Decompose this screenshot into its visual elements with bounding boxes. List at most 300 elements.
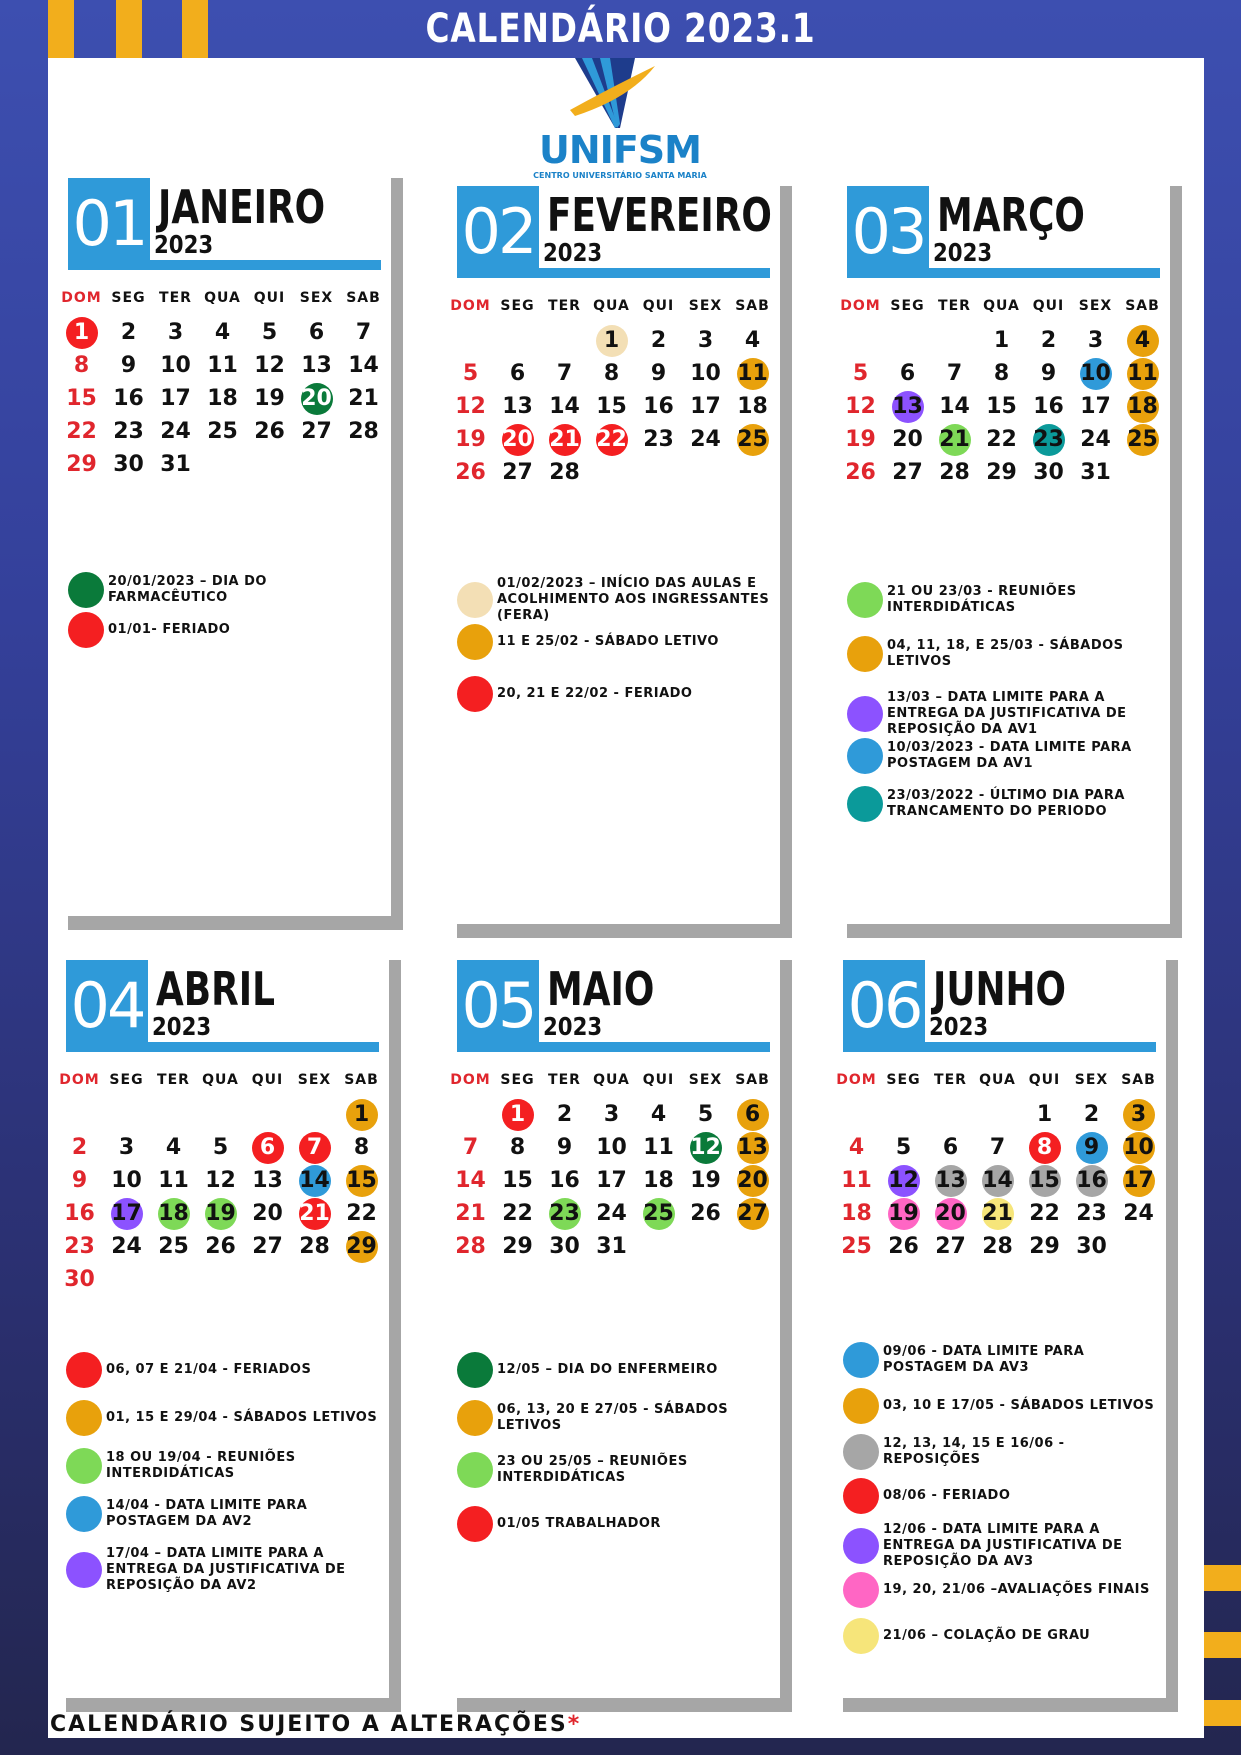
day-cell[interactable] <box>199 382 246 415</box>
day-cell[interactable] <box>927 1164 974 1197</box>
day-cell[interactable] <box>244 1131 291 1164</box>
weekday-label: SEG <box>886 1072 921 1088</box>
weekday-label: QUA <box>202 1072 239 1088</box>
day-cell[interactable] <box>152 382 199 415</box>
day-cell[interactable] <box>447 1131 494 1164</box>
day-cell[interactable] <box>880 1230 927 1263</box>
day-cell[interactable] <box>541 1164 588 1197</box>
day-cell[interactable] <box>197 1197 244 1230</box>
day-cell[interactable] <box>978 390 1025 423</box>
day-cell[interactable] <box>197 1230 244 1263</box>
day-cell[interactable] <box>1025 357 1072 390</box>
day-cell[interactable] <box>291 1164 338 1197</box>
month-may <box>450 960 792 1712</box>
weekday-label: QUI <box>642 298 675 314</box>
day-cell[interactable] <box>880 1131 927 1164</box>
day-cell[interactable] <box>974 1131 1021 1164</box>
day-cell[interactable] <box>150 1164 197 1197</box>
days-grid <box>56 1098 386 1296</box>
day-cell[interactable] <box>974 1197 1021 1230</box>
legend-item <box>847 690 1167 738</box>
shadow-bottom <box>66 1698 401 1712</box>
day-number: 10 <box>1123 1135 1154 1160</box>
day-cell[interactable] <box>494 456 541 489</box>
day-number: 5 <box>895 1135 912 1160</box>
day-cell[interactable] <box>974 1230 1021 1263</box>
logo-emblem-icon <box>520 58 720 133</box>
day-cell[interactable] <box>541 357 588 390</box>
day-cell[interactable] <box>1115 1098 1162 1131</box>
day-cell[interactable] <box>837 357 884 390</box>
legend-item <box>843 1388 1163 1424</box>
day-cell[interactable] <box>150 1197 197 1230</box>
day-cell[interactable] <box>884 456 931 489</box>
day-cell[interactable] <box>293 349 340 382</box>
day-number: 17 <box>1080 394 1111 419</box>
day-cell[interactable] <box>246 316 293 349</box>
day-cell[interactable] <box>729 423 776 456</box>
legend-item <box>843 1434 1163 1470</box>
day-cell[interactable] <box>1025 423 1072 456</box>
day-cell[interactable] <box>1025 456 1072 489</box>
weekday-label: QUA <box>593 1072 630 1088</box>
day-cell[interactable] <box>635 1131 682 1164</box>
day-cell[interactable] <box>56 1197 103 1230</box>
day-cell[interactable] <box>1119 423 1166 456</box>
day-cell[interactable] <box>1119 357 1166 390</box>
day-cell[interactable] <box>58 316 105 349</box>
day-cell[interactable] <box>1115 1131 1162 1164</box>
day-cell[interactable] <box>293 415 340 448</box>
day-cell[interactable] <box>729 1131 776 1164</box>
day-cell[interactable] <box>340 382 387 415</box>
day-cell[interactable] <box>635 1197 682 1230</box>
day-cell[interactable] <box>338 1131 385 1164</box>
day-cell[interactable] <box>1021 1230 1068 1263</box>
legend-text: 12, 13, 14, 15 E 16/06 - REPOSIÇÕES <box>883 1436 1065 1467</box>
day-cell[interactable] <box>682 1164 729 1197</box>
day-number: 6 <box>899 361 916 386</box>
weekday-label: SEX <box>1078 298 1113 314</box>
day-cell[interactable] <box>494 1197 541 1230</box>
header-underline <box>150 260 381 270</box>
day-cell[interactable] <box>978 423 1025 456</box>
day-cell[interactable] <box>729 324 776 357</box>
day-cell[interactable] <box>338 1230 385 1263</box>
day-cell[interactable] <box>244 1230 291 1263</box>
day-number: 11 <box>841 1168 872 1193</box>
day-number: 8 <box>73 353 90 378</box>
side-stripe-3 <box>1203 1700 1241 1726</box>
day-cell[interactable] <box>340 316 387 349</box>
day-cell[interactable] <box>1072 324 1119 357</box>
day-number: 28 <box>549 460 580 485</box>
day-cell[interactable] <box>494 390 541 423</box>
day-number: 4 <box>848 1135 865 1160</box>
day-cell[interactable] <box>635 324 682 357</box>
day-cell[interactable] <box>197 1131 244 1164</box>
shadow-bottom <box>843 1698 1178 1712</box>
day-cell[interactable] <box>447 456 494 489</box>
day-cell[interactable] <box>729 1197 776 1230</box>
day-cell[interactable] <box>447 1230 494 1263</box>
shadow-right <box>1166 960 1178 1712</box>
day-cell[interactable] <box>1072 390 1119 423</box>
day-cell[interactable] <box>1068 1164 1115 1197</box>
day-cell[interactable] <box>541 1197 588 1230</box>
day-cell[interactable] <box>588 1131 635 1164</box>
day-cell[interactable] <box>293 316 340 349</box>
day-cell[interactable] <box>246 415 293 448</box>
day-cell[interactable] <box>150 1131 197 1164</box>
legend-text: 03, 10 E 17/05 - SÁBADOS LETIVOS <box>883 1398 1155 1413</box>
disclaimer-star: * <box>567 1712 582 1737</box>
day-number: 16 <box>1033 394 1064 419</box>
day-number: 27 <box>502 460 533 485</box>
day-empty <box>974 1098 1021 1131</box>
month-name: MAIO <box>547 962 655 1016</box>
day-number: 15 <box>1029 1168 1060 1193</box>
day-cell[interactable] <box>152 448 199 481</box>
day-cell[interactable] <box>833 1131 880 1164</box>
day-cell[interactable] <box>927 1131 974 1164</box>
day-cell[interactable] <box>729 357 776 390</box>
day-cell[interactable] <box>588 357 635 390</box>
day-cell[interactable] <box>541 1131 588 1164</box>
weekday-label: SEG <box>500 1072 535 1088</box>
legend-item <box>457 676 777 712</box>
month-march <box>840 186 1182 938</box>
day-number: 18 <box>1127 394 1158 419</box>
day-number: 27 <box>737 1201 768 1226</box>
day-cell[interactable] <box>1021 1164 1068 1197</box>
day-number: 12 <box>888 1168 919 1193</box>
day-cell[interactable] <box>1072 357 1119 390</box>
day-number: 7 <box>462 1135 479 1160</box>
weekday-row <box>447 298 777 314</box>
month-header <box>68 178 381 272</box>
day-cell[interactable] <box>635 1098 682 1131</box>
day-cell[interactable] <box>1119 324 1166 357</box>
month-header <box>847 186 1160 280</box>
day-number: 14 <box>939 394 970 419</box>
day-cell[interactable] <box>880 1197 927 1230</box>
legend-text: 01/05 TRABALHADOR <box>497 1516 661 1531</box>
day-cell[interactable] <box>103 1197 150 1230</box>
day-cell[interactable] <box>931 357 978 390</box>
month-name: JANEIRO <box>158 180 326 234</box>
weekday-row <box>447 1072 777 1088</box>
day-number: 5 <box>261 320 278 345</box>
day-number: 28 <box>982 1234 1013 1259</box>
day-cell[interactable] <box>682 1131 729 1164</box>
day-cell[interactable] <box>884 357 931 390</box>
day-cell[interactable] <box>541 390 588 423</box>
day-cell[interactable] <box>244 1197 291 1230</box>
day-empty <box>931 324 978 357</box>
day-cell[interactable] <box>978 324 1025 357</box>
day-cell[interactable] <box>682 390 729 423</box>
day-cell[interactable] <box>635 1164 682 1197</box>
day-number: 19 <box>690 1168 721 1193</box>
day-cell[interactable] <box>978 456 1025 489</box>
day-cell[interactable] <box>105 349 152 382</box>
day-cell[interactable] <box>246 349 293 382</box>
weekday-label: QUI <box>253 290 286 306</box>
day-number: 31 <box>160 452 191 477</box>
day-cell[interactable] <box>58 448 105 481</box>
weekday-label: SEX <box>688 1072 723 1088</box>
day-cell[interactable] <box>1021 1197 1068 1230</box>
day-number: 10 <box>690 361 721 386</box>
day-cell[interactable] <box>1025 324 1072 357</box>
day-cell[interactable] <box>105 415 152 448</box>
day-cell[interactable] <box>199 349 246 382</box>
day-number: 10 <box>111 1168 142 1193</box>
day-number: 31 <box>1080 460 1111 485</box>
legend-item <box>843 1478 1163 1514</box>
day-cell[interactable] <box>978 357 1025 390</box>
day-cell[interactable] <box>152 415 199 448</box>
weekday-label: SEG <box>109 1072 144 1088</box>
day-cell[interactable] <box>837 390 884 423</box>
day-cell[interactable] <box>340 349 387 382</box>
day-number: 11 <box>1127 361 1158 386</box>
day-cell[interactable] <box>541 456 588 489</box>
day-cell[interactable] <box>884 390 931 423</box>
day-cell[interactable] <box>588 1098 635 1131</box>
day-number: 7 <box>556 361 573 386</box>
day-cell[interactable] <box>150 1230 197 1263</box>
day-number: 19 <box>254 386 285 411</box>
day-number: 20 <box>301 386 332 411</box>
day-cell[interactable] <box>833 1230 880 1263</box>
day-number: 3 <box>1130 1102 1147 1127</box>
day-cell[interactable] <box>1072 423 1119 456</box>
day-cell[interactable] <box>199 415 246 448</box>
day-cell[interactable] <box>682 324 729 357</box>
day-cell[interactable] <box>494 357 541 390</box>
day-cell[interactable] <box>588 423 635 456</box>
day-cell[interactable] <box>880 1164 927 1197</box>
day-number: 15 <box>596 394 627 419</box>
day-cell[interactable] <box>635 357 682 390</box>
day-cell[interactable] <box>293 382 340 415</box>
day-cell[interactable] <box>1025 390 1072 423</box>
day-number: 5 <box>697 1102 714 1127</box>
legend-dot-icon <box>66 1448 102 1484</box>
day-cell[interactable] <box>338 1098 385 1131</box>
day-cell[interactable] <box>588 324 635 357</box>
day-cell[interactable] <box>152 349 199 382</box>
day-cell[interactable] <box>1021 1098 1068 1131</box>
day-cell[interactable] <box>1021 1131 1068 1164</box>
day-cell[interactable] <box>447 423 494 456</box>
day-cell[interactable] <box>682 357 729 390</box>
day-cell[interactable] <box>494 1098 541 1131</box>
day-cell[interactable] <box>58 382 105 415</box>
legend-item <box>66 1352 386 1388</box>
day-cell[interactable] <box>974 1164 1021 1197</box>
day-number: 2 <box>120 320 137 345</box>
day-number: 1 <box>1036 1102 1053 1127</box>
day-cell[interactable] <box>291 1197 338 1230</box>
shadow-bottom <box>847 924 1182 938</box>
day-number: 8 <box>1036 1135 1053 1160</box>
day-cell[interactable] <box>56 1230 103 1263</box>
day-cell[interactable] <box>588 1197 635 1230</box>
day-cell[interactable] <box>729 390 776 423</box>
day-number: 14 <box>549 394 580 419</box>
day-number: 3 <box>1087 328 1104 353</box>
month-name: JUNHO <box>933 962 1067 1016</box>
legend-dot-icon <box>843 1478 879 1514</box>
day-cell[interactable] <box>927 1197 974 1230</box>
day-cell[interactable] <box>494 423 541 456</box>
day-cell[interactable] <box>105 448 152 481</box>
day-cell[interactable] <box>103 1230 150 1263</box>
day-cell[interactable] <box>447 357 494 390</box>
day-cell[interactable] <box>635 390 682 423</box>
day-cell[interactable] <box>494 1131 541 1164</box>
day-number: 10 <box>596 1135 627 1160</box>
day-cell[interactable] <box>56 1263 103 1296</box>
day-cell[interactable] <box>447 1164 494 1197</box>
day-cell[interactable] <box>103 1131 150 1164</box>
days-grid <box>837 324 1167 489</box>
day-cell[interactable] <box>1068 1098 1115 1131</box>
day-cell[interactable] <box>927 1230 974 1263</box>
legend-item <box>457 1400 777 1436</box>
legend-item <box>843 1572 1163 1608</box>
day-cell[interactable] <box>494 1230 541 1263</box>
day-cell[interactable] <box>729 1164 776 1197</box>
legend-text: 10/03/2023 - DATA LIMITE PARA POSTAGEM DA AV1 <box>887 740 1132 771</box>
day-number: 27 <box>892 460 923 485</box>
day-cell[interactable] <box>588 1164 635 1197</box>
day-cell[interactable] <box>635 423 682 456</box>
day-empty <box>103 1098 150 1131</box>
day-cell[interactable] <box>246 382 293 415</box>
day-cell[interactable] <box>1115 1164 1162 1197</box>
day-empty <box>884 324 931 357</box>
day-cell[interactable] <box>1072 456 1119 489</box>
weekday-label: SEG <box>500 298 535 314</box>
legend-dot-icon <box>843 1528 879 1564</box>
day-cell[interactable] <box>837 423 884 456</box>
days-grid <box>447 1098 777 1263</box>
weekday-label: SEG <box>111 290 146 306</box>
day-cell[interactable] <box>197 1164 244 1197</box>
day-cell[interactable] <box>541 1098 588 1131</box>
day-cell[interactable] <box>833 1164 880 1197</box>
day-number: 24 <box>1080 427 1111 452</box>
month-february <box>450 186 792 938</box>
day-number: 12 <box>690 1135 721 1160</box>
legend-dot-icon <box>66 1352 102 1388</box>
day-cell[interactable] <box>931 423 978 456</box>
day-cell[interactable] <box>541 1230 588 1263</box>
day-cell[interactable] <box>291 1230 338 1263</box>
day-number: 26 <box>888 1234 919 1259</box>
day-cell[interactable] <box>729 1098 776 1131</box>
day-cell[interactable] <box>1119 390 1166 423</box>
day-cell[interactable] <box>56 1164 103 1197</box>
day-cell[interactable] <box>541 423 588 456</box>
day-cell[interactable] <box>56 1131 103 1164</box>
legend-dot-icon <box>847 786 883 822</box>
weekday-label: QUA <box>593 298 630 314</box>
day-cell[interactable] <box>494 1164 541 1197</box>
day-number: 4 <box>650 1102 667 1127</box>
day-cell[interactable] <box>338 1164 385 1197</box>
day-cell[interactable] <box>1115 1197 1162 1230</box>
day-cell[interactable] <box>833 1197 880 1230</box>
day-cell[interactable] <box>152 316 199 349</box>
day-cell[interactable] <box>199 316 246 349</box>
weekday-label: DOM <box>450 298 491 314</box>
day-cell[interactable] <box>291 1131 338 1164</box>
day-cell[interactable] <box>837 456 884 489</box>
day-cell[interactable] <box>447 390 494 423</box>
month-number: 03 <box>847 186 929 278</box>
day-cell[interactable] <box>931 390 978 423</box>
day-number: 11 <box>643 1135 674 1160</box>
weekday-label: DOM <box>59 1072 100 1088</box>
legend-text: 01/01- FERIADO <box>108 622 231 637</box>
day-cell[interactable] <box>447 1197 494 1230</box>
day-cell[interactable] <box>105 382 152 415</box>
day-number: 30 <box>549 1234 580 1259</box>
legend-item <box>457 1352 777 1388</box>
legend-text: 18 OU 19/04 - REUNIÕES INTERDIDÁTICAS <box>106 1450 296 1481</box>
day-number: 28 <box>939 460 970 485</box>
legend-item <box>457 1506 777 1542</box>
day-number: 6 <box>509 361 526 386</box>
day-cell[interactable] <box>1068 1230 1115 1263</box>
weekday-label: QUA <box>979 1072 1016 1088</box>
day-cell[interactable] <box>884 423 931 456</box>
day-number: 1 <box>73 320 90 345</box>
legend-text: 13/03 – DATA LIMITE PARA A ENTREGA DA JUSTIFICATIVA DE REPOSIÇÃO DA AV1 <box>887 690 1127 737</box>
day-number: 30 <box>1033 460 1064 485</box>
day-cell[interactable] <box>588 390 635 423</box>
day-number: 22 <box>596 427 627 452</box>
day-cell[interactable] <box>340 415 387 448</box>
day-cell[interactable] <box>682 423 729 456</box>
day-cell[interactable] <box>1068 1131 1115 1164</box>
day-cell[interactable] <box>682 1098 729 1131</box>
day-number: 23 <box>1033 427 1064 452</box>
day-cell[interactable] <box>682 1197 729 1230</box>
day-number: 2 <box>1083 1102 1100 1127</box>
day-number: 22 <box>986 427 1017 452</box>
day-cell[interactable] <box>58 415 105 448</box>
day-cell[interactable] <box>244 1164 291 1197</box>
days-grid <box>58 316 388 481</box>
day-cell[interactable] <box>103 1164 150 1197</box>
day-cell[interactable] <box>931 456 978 489</box>
day-cell[interactable] <box>105 316 152 349</box>
day-cell[interactable] <box>58 349 105 382</box>
day-empty <box>833 1098 880 1131</box>
day-cell[interactable] <box>338 1197 385 1230</box>
day-number: 21 <box>982 1201 1013 1226</box>
day-cell[interactable] <box>588 1230 635 1263</box>
shadow-bottom <box>68 916 403 930</box>
day-cell[interactable] <box>1068 1197 1115 1230</box>
weekday-label: SAB <box>346 290 381 306</box>
